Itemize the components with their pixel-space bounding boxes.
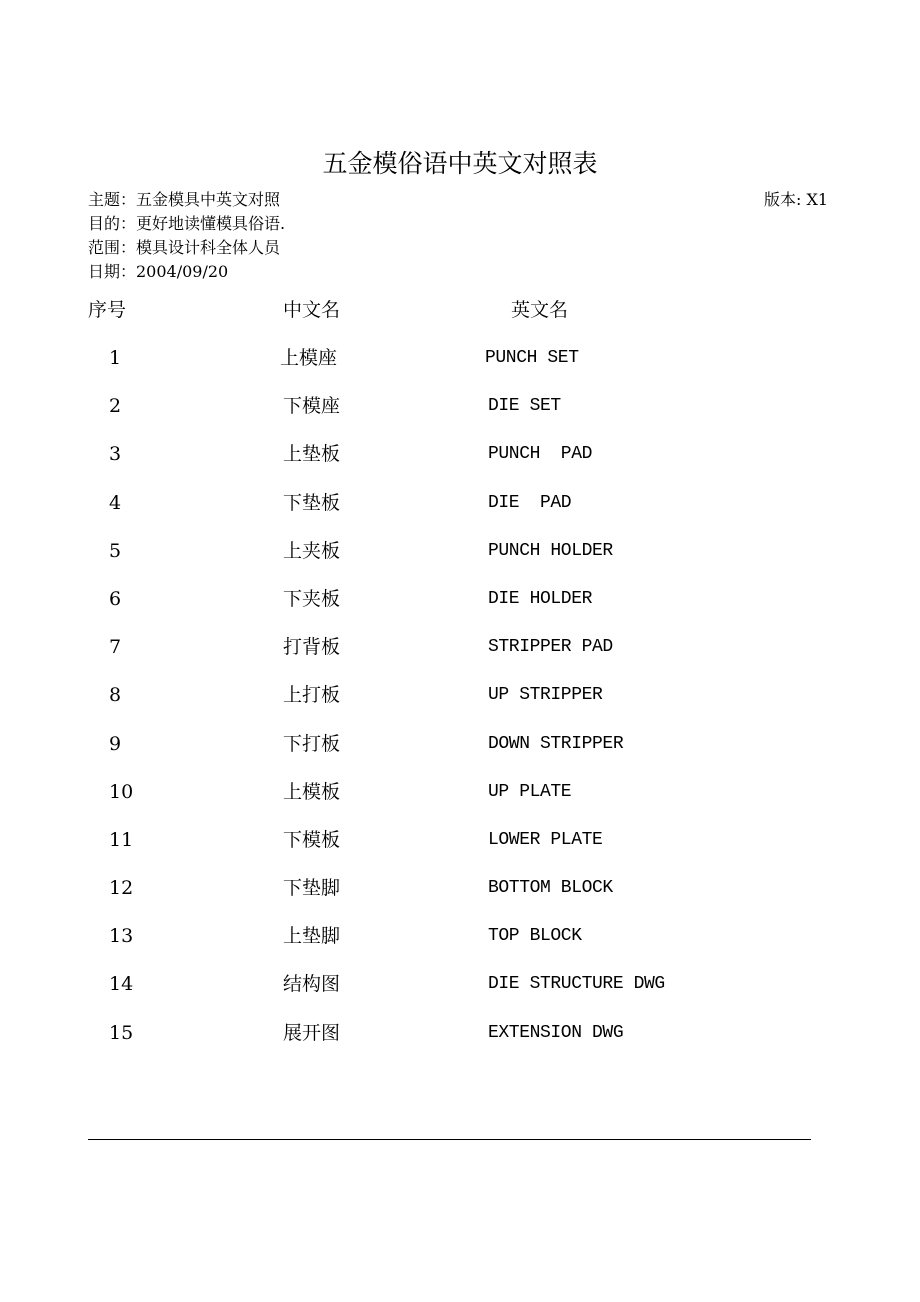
table-row (0, 485, 920, 533)
header-chinese: 中文名 (283, 299, 341, 321)
row-chinese-term: 上垫脚 (283, 925, 341, 948)
row-english-term: DIE STRUCTURE DWG (488, 974, 665, 995)
row-english-term: PUNCH PAD (488, 444, 593, 465)
table-row (0, 726, 920, 774)
row-number: 12 (109, 877, 134, 900)
row-number: 13 (109, 925, 134, 948)
table-row (0, 436, 920, 484)
row-chinese-term: 上打板 (283, 684, 341, 707)
glossary-table (0, 340, 920, 1063)
row-number: 4 (109, 491, 122, 514)
row-number: 9 (109, 732, 122, 755)
row-chinese-term: 上模板 (283, 780, 341, 803)
row-number: 2 (109, 395, 122, 418)
row-chinese-term: 上夹板 (283, 539, 341, 562)
table-row (0, 677, 920, 725)
table-row (0, 1015, 920, 1063)
row-number: 11 (109, 828, 134, 851)
row-english-term: PUNCH HOLDER (488, 540, 613, 561)
header-english: 英文名 (511, 299, 569, 321)
table-row (0, 870, 920, 918)
table-row (0, 388, 920, 436)
row-chinese-term: 上垫板 (283, 443, 341, 466)
table-row (0, 533, 920, 581)
meta-date: 日期：2004/09/20 (88, 262, 229, 281)
row-english-term: DIE HOLDER (488, 588, 593, 609)
row-english-term: TOP BLOCK (488, 926, 582, 947)
row-chinese-term: 上模座 (280, 347, 338, 369)
row-english-term: UP PLATE (488, 781, 572, 802)
row-chinese-term: 下模板 (283, 828, 341, 851)
row-number: 10 (109, 780, 134, 803)
row-chinese-term: 结构图 (283, 973, 341, 996)
meta-subject: 主题：五金模具中英文对照 (88, 190, 281, 209)
meta-purpose: 目的：更好地读懂模具俗语. (88, 214, 286, 233)
row-english-term: DIE SET (488, 396, 561, 417)
table-row (0, 581, 920, 629)
row-number: 6 (109, 587, 122, 610)
footer-divider (88, 1139, 811, 1140)
row-chinese-term: 下模座 (283, 395, 341, 418)
row-number: 14 (109, 973, 134, 996)
row-english-term: UP STRIPPER (488, 685, 603, 706)
row-chinese-term: 下夹板 (283, 587, 341, 610)
row-number: 7 (109, 636, 122, 659)
row-number: 15 (109, 1021, 134, 1044)
row-english-term: BOTTOM BLOCK (488, 878, 613, 899)
row-number: 8 (109, 684, 122, 707)
row-number: 5 (109, 539, 122, 562)
row-english-term: STRIPPER PAD (488, 637, 613, 658)
row-english-term: PUNCH SET (485, 348, 579, 368)
row-chinese-term: 展开图 (283, 1021, 341, 1044)
meta-scope: 范围：模具设计科全体人员 (88, 238, 281, 257)
table-row (0, 774, 920, 822)
row-english-term: LOWER PLATE (488, 829, 603, 850)
row-chinese-term: 下垫板 (283, 491, 341, 514)
row-chinese-term: 下垫脚 (283, 877, 341, 900)
header-no: 序号 (88, 299, 127, 321)
table-row (0, 340, 920, 388)
meta-version: 版本: X1 (764, 190, 829, 209)
row-number: 1 (109, 347, 122, 369)
document-title: 五金模俗语中英文对照表 (322, 149, 598, 178)
row-chinese-term: 下打板 (283, 732, 341, 755)
row-number: 3 (109, 443, 122, 466)
row-english-term: DOWN STRIPPER (488, 733, 624, 754)
table-row (0, 918, 920, 966)
table-row (0, 629, 920, 677)
table-row (0, 966, 920, 1014)
table-row (0, 822, 920, 870)
row-english-term: EXTENSION DWG (488, 1022, 624, 1043)
row-english-term: DIE PAD (488, 492, 572, 513)
row-chinese-term: 打背板 (283, 636, 341, 659)
